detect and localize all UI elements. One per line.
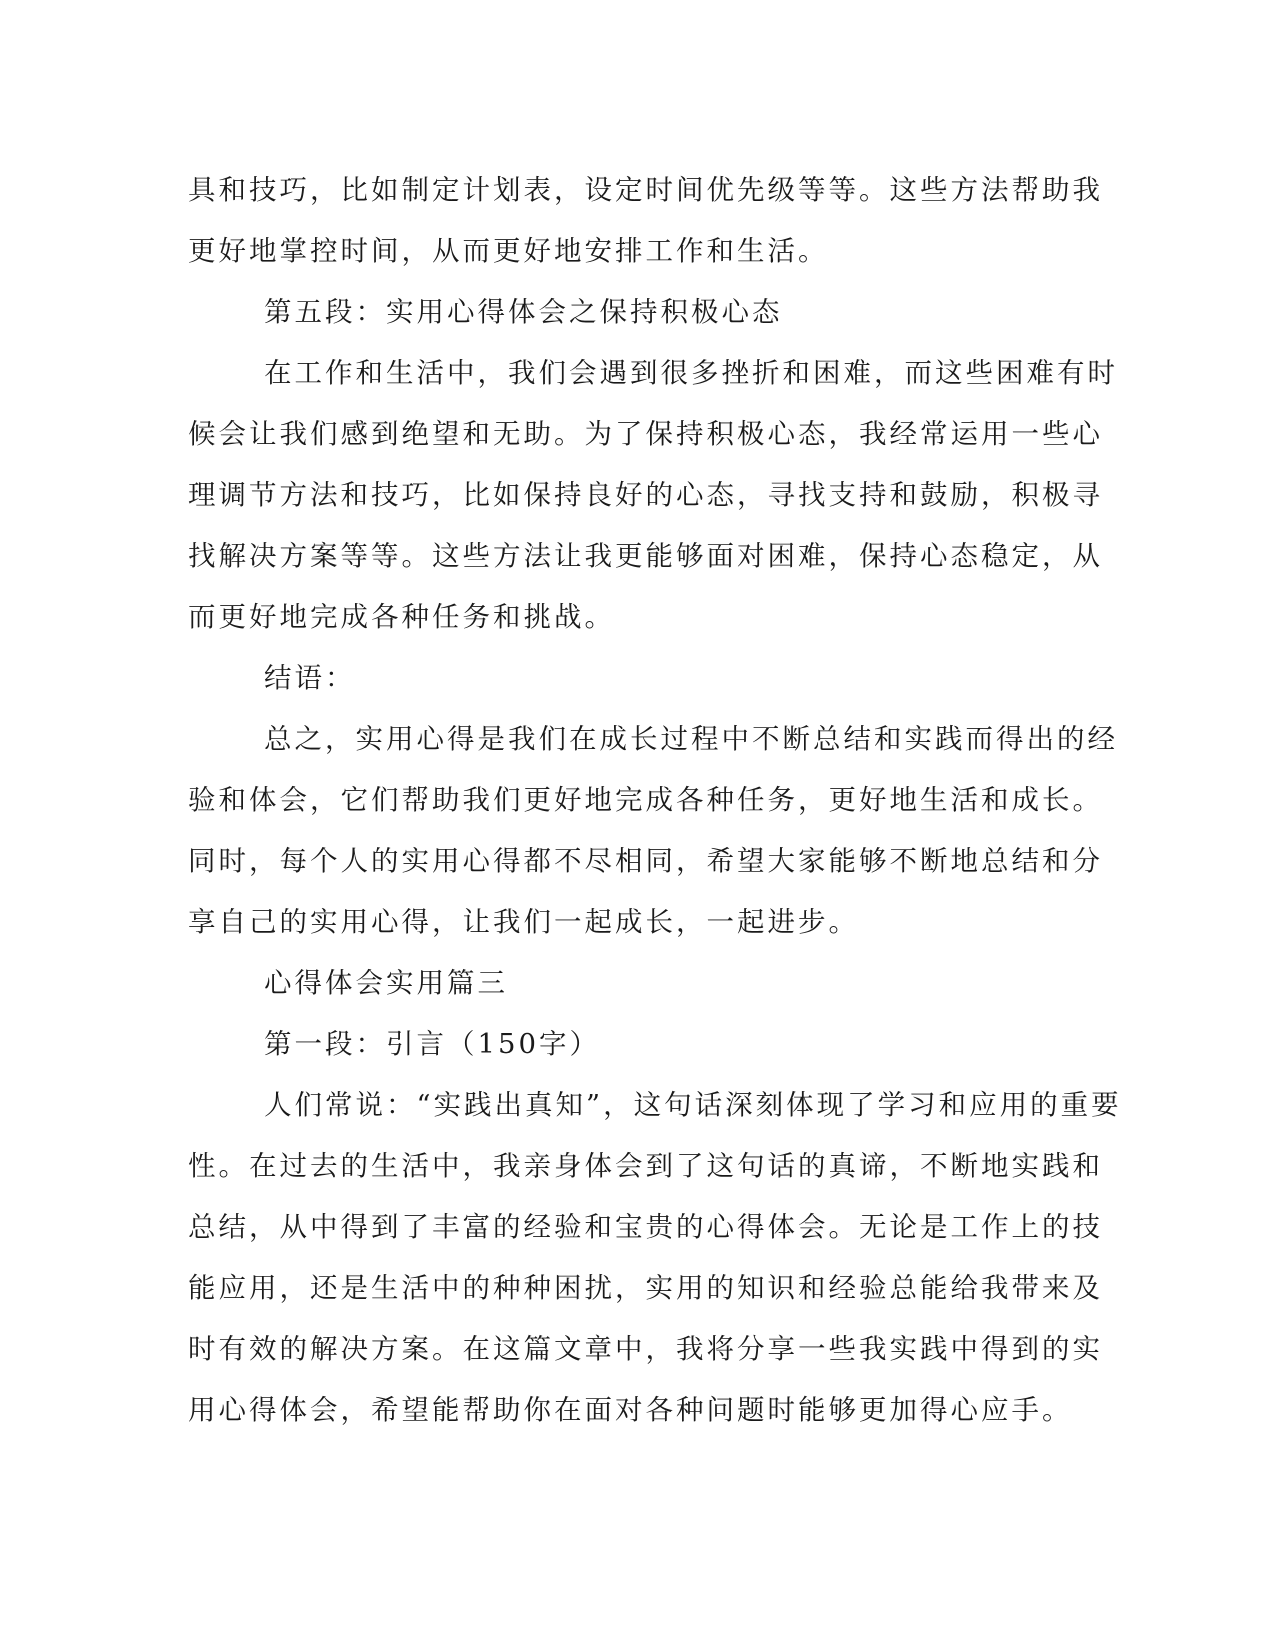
text-line: 性。在过去的生活中，我亲身体会到了这句话的真谛，不断地实践和	[188, 1150, 1103, 1182]
text-line: 时有效的解决方案。在这篇文章中，我将分享一些我实践中得到的实	[188, 1333, 1103, 1365]
document-body	[188, 160, 1122, 1441]
section-heading: 结语：	[264, 662, 356, 694]
text-line: 而更好地完成各种任务和挑战。	[188, 601, 615, 633]
text-line: 在工作和生活中，我们会遇到很多挫折和困难，而这些困难有时	[264, 357, 1118, 389]
section-heading: 心得体会实用篇三	[264, 967, 508, 999]
text-line: 能应用，还是生活中的种种困扰，实用的知识和经验总能给我带来及	[188, 1272, 1103, 1304]
text-line: 找解决方案等等。这些方法让我更能够面对困难，保持心态稳定，从	[188, 540, 1103, 572]
section-heading: 第一段：引言（150字）	[264, 1028, 600, 1060]
text-line: 理调节方法和技巧，比如保持良好的心态，寻找支持和鼓励，积极寻	[188, 479, 1103, 511]
text-line: 总结，从中得到了丰富的经验和宝贵的心得体会。无论是工作上的技	[188, 1211, 1103, 1243]
text-line: 享自己的实用心得，让我们一起成长，一起进步。	[188, 906, 859, 938]
text-line: 验和体会，它们帮助我们更好地完成各种任务，更好地生活和成长。	[188, 784, 1103, 816]
text-line: 总之，实用心得是我们在成长过程中不断总结和实践而得出的经	[264, 723, 1118, 755]
text-line: 更好地掌控时间，从而更好地安排工作和生活。	[188, 235, 829, 267]
text-line: 候会让我们感到绝望和无助。为了保持积极心态，我经常运用一些心	[188, 418, 1103, 450]
text-line: 具和技巧，比如制定计划表，设定时间优先级等等。这些方法帮助我	[188, 174, 1103, 206]
text-line: 用心得体会，希望能帮助你在面对各种问题时能够更加得心应手。	[188, 1394, 1073, 1426]
section-heading: 第五段：实用心得体会之保持积极心态	[264, 296, 783, 328]
text-line: 人们常说：“实践出真知”，这句话深刻体现了学习和应用的重要	[264, 1089, 1122, 1121]
text-line: 同时，每个人的实用心得都不尽相同，希望大家能够不断地总结和分	[188, 845, 1103, 877]
